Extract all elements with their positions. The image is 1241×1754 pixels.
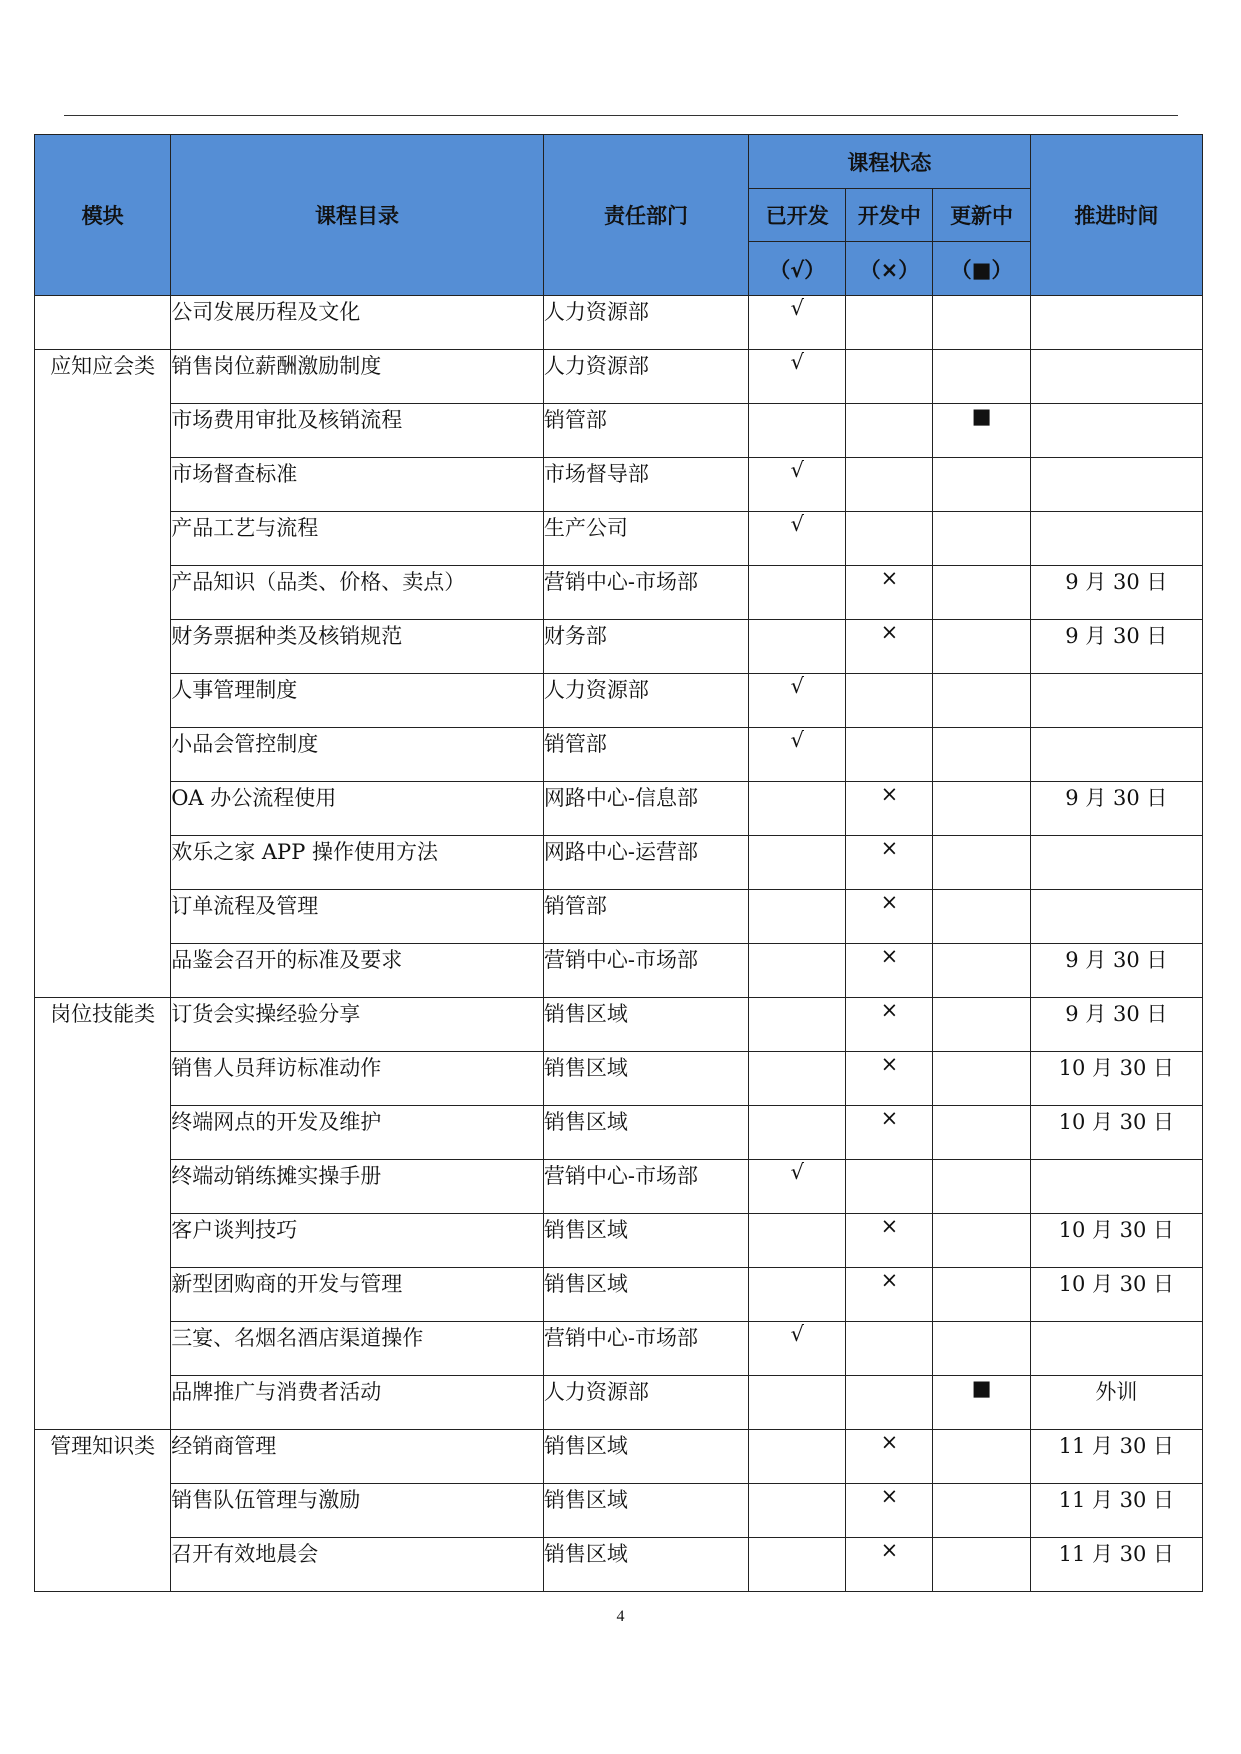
header-updating-symbol: （■） (933, 242, 1030, 296)
developed-mark: √ (749, 458, 846, 512)
schedule-time: 10 月 30 日 (1030, 1106, 1202, 1160)
schedule-time: 9 月 30 日 (1030, 782, 1202, 836)
schedule-time: 11 月 30 日 (1030, 1484, 1202, 1538)
department-name: 生产公司 (543, 512, 748, 566)
department-name: 销售区域 (543, 1538, 748, 1592)
table-row (35, 296, 1203, 350)
course-table-body (35, 296, 1203, 1592)
updating-mark (933, 836, 1030, 890)
updating-mark (933, 1484, 1030, 1538)
course-name: 市场费用审批及核销流程 (171, 404, 544, 458)
developing-mark: × (846, 944, 933, 998)
course-name: 订货会实操经验分享 (171, 998, 544, 1052)
developing-mark (846, 1160, 933, 1214)
table-row (35, 1376, 1203, 1430)
header-developed-symbol: （√） (749, 242, 846, 296)
developed-mark: √ (749, 296, 846, 350)
department-name: 销售区域 (543, 998, 748, 1052)
course-name: 新型团购商的开发与管理 (171, 1268, 544, 1322)
developing-mark: × (846, 890, 933, 944)
department-name: 网路中心-运营部 (543, 836, 748, 890)
course-name: 公司发展历程及文化 (171, 296, 544, 350)
department-name: 销管部 (543, 404, 748, 458)
course-name: 品牌推广与消费者活动 (171, 1376, 544, 1430)
module-cell (35, 296, 171, 350)
updating-mark (933, 1538, 1030, 1592)
table-row (35, 1052, 1203, 1106)
table-row (35, 944, 1203, 998)
updating-mark (933, 674, 1030, 728)
course-name: OA 办公流程使用 (171, 782, 544, 836)
updating-mark: ■ (933, 1376, 1030, 1430)
schedule-time: 11 月 30 日 (1030, 1538, 1202, 1592)
developed-mark (749, 620, 846, 674)
schedule-time: 11 月 30 日 (1030, 1430, 1202, 1484)
header-status: 课程状态 (749, 135, 1030, 189)
updating-mark (933, 566, 1030, 620)
updating-mark (933, 1052, 1030, 1106)
developing-mark: × (846, 1538, 933, 1592)
developed-mark: √ (749, 512, 846, 566)
course-name: 销售岗位薪酬激励制度 (171, 350, 544, 404)
table-row (35, 674, 1203, 728)
developing-mark: × (846, 1484, 933, 1538)
developed-mark: √ (749, 674, 846, 728)
course-name: 销售人员拜访标准动作 (171, 1052, 544, 1106)
developed-mark (749, 836, 846, 890)
department-name: 销管部 (543, 728, 748, 782)
department-name: 销管部 (543, 890, 748, 944)
schedule-time: 9 月 30 日 (1030, 944, 1202, 998)
department-name: 销售区域 (543, 1106, 748, 1160)
header-developed: 已开发 (749, 189, 846, 242)
developed-mark (749, 1268, 846, 1322)
developed-mark (749, 1106, 846, 1160)
table-row (35, 566, 1203, 620)
developed-mark: √ (749, 350, 846, 404)
schedule-time (1030, 458, 1202, 512)
course-name: 客户谈判技巧 (171, 1214, 544, 1268)
schedule-time (1030, 1322, 1202, 1376)
updating-mark (933, 350, 1030, 404)
updating-mark (933, 1214, 1030, 1268)
table-row (35, 1160, 1203, 1214)
header-module: 模块 (35, 135, 171, 296)
header-developing: 开发中 (846, 189, 933, 242)
table-row (35, 458, 1203, 512)
developed-mark (749, 404, 846, 458)
department-name: 营销中心-市场部 (543, 566, 748, 620)
updating-mark (933, 782, 1030, 836)
module-cell: 岗位技能类 (35, 998, 171, 1430)
table-row (35, 1214, 1203, 1268)
course-name: 产品知识（品类、价格、卖点） (171, 566, 544, 620)
updating-mark (933, 998, 1030, 1052)
course-name: 销售队伍管理与激励 (171, 1484, 544, 1538)
updating-mark (933, 512, 1030, 566)
schedule-time: 10 月 30 日 (1030, 1214, 1202, 1268)
department-name: 营销中心-市场部 (543, 1160, 748, 1214)
developed-mark (749, 1052, 846, 1106)
developed-mark (749, 944, 846, 998)
developed-mark (749, 1214, 846, 1268)
updating-mark (933, 620, 1030, 674)
developing-mark: × (846, 1430, 933, 1484)
developed-mark (749, 890, 846, 944)
developing-mark: × (846, 782, 933, 836)
header-developing-symbol: （×） (846, 242, 933, 296)
developed-mark (749, 782, 846, 836)
schedule-time (1030, 890, 1202, 944)
table-row (35, 836, 1203, 890)
developed-mark (749, 566, 846, 620)
course-name: 品鉴会召开的标准及要求 (171, 944, 544, 998)
page-number: 4 (616, 1608, 625, 1625)
schedule-time (1030, 674, 1202, 728)
department-name: 销售区域 (543, 1214, 748, 1268)
developed-mark: √ (749, 728, 846, 782)
updating-mark (933, 1322, 1030, 1376)
header-updating: 更新中 (933, 189, 1030, 242)
developing-mark: × (846, 998, 933, 1052)
department-name: 人力资源部 (543, 296, 748, 350)
schedule-time (1030, 296, 1202, 350)
course-name: 召开有效地晨会 (171, 1538, 544, 1592)
course-name: 小品会管控制度 (171, 728, 544, 782)
developing-mark: × (846, 1106, 933, 1160)
schedule-time (1030, 836, 1202, 890)
course-name: 订单流程及管理 (171, 890, 544, 944)
course-name: 三宴、名烟名酒店渠道操作 (171, 1322, 544, 1376)
header-department: 责任部门 (543, 135, 748, 296)
table-row (35, 1322, 1203, 1376)
table-row (35, 1538, 1203, 1592)
developed-mark: √ (749, 1160, 846, 1214)
schedule-time: 9 月 30 日 (1030, 998, 1202, 1052)
updating-mark: ■ (933, 404, 1030, 458)
updating-mark (933, 296, 1030, 350)
department-name: 财务部 (543, 620, 748, 674)
department-name: 销售区域 (543, 1052, 748, 1106)
table-row (35, 1268, 1203, 1322)
schedule-time (1030, 1160, 1202, 1214)
header-time: 推进时间 (1030, 135, 1202, 296)
updating-mark (933, 728, 1030, 782)
module-cell: 管理知识类 (35, 1430, 171, 1592)
developing-mark (846, 1376, 933, 1430)
department-name: 人力资源部 (543, 350, 748, 404)
course-name: 人事管理制度 (171, 674, 544, 728)
course-table (34, 134, 1203, 1592)
course-name: 经销商管理 (171, 1430, 544, 1484)
updating-mark (933, 458, 1030, 512)
department-name: 营销中心-市场部 (543, 944, 748, 998)
developed-mark: √ (749, 1322, 846, 1376)
developed-mark (749, 998, 846, 1052)
developing-mark (846, 728, 933, 782)
course-name: 市场督查标准 (171, 458, 544, 512)
developing-mark (846, 512, 933, 566)
developing-mark: × (846, 566, 933, 620)
schedule-time (1030, 404, 1202, 458)
developing-mark (846, 674, 933, 728)
table-row (35, 1484, 1203, 1538)
schedule-time (1030, 512, 1202, 566)
developing-mark: × (846, 836, 933, 890)
table-row (35, 620, 1203, 674)
table-row (35, 1430, 1203, 1484)
developing-mark (846, 404, 933, 458)
course-name: 欢乐之家 APP 操作使用方法 (171, 836, 544, 890)
table-row (35, 890, 1203, 944)
developing-mark: × (846, 1052, 933, 1106)
developing-mark (846, 458, 933, 512)
developed-mark (749, 1484, 846, 1538)
table-row (35, 728, 1203, 782)
module-cell: 应知应会类 (35, 350, 171, 998)
updating-mark (933, 1160, 1030, 1214)
developed-mark (749, 1376, 846, 1430)
developed-mark (749, 1538, 846, 1592)
header-rule (64, 115, 1178, 116)
department-name: 市场督导部 (543, 458, 748, 512)
department-name: 销售区域 (543, 1268, 748, 1322)
course-name: 财务票据种类及核销规范 (171, 620, 544, 674)
table-row (35, 1106, 1203, 1160)
updating-mark (933, 944, 1030, 998)
developed-mark (749, 1430, 846, 1484)
department-name: 销售区域 (543, 1484, 748, 1538)
table-row (35, 350, 1203, 404)
developing-mark (846, 350, 933, 404)
updating-mark (933, 1106, 1030, 1160)
department-name: 人力资源部 (543, 674, 748, 728)
table-row (35, 512, 1203, 566)
header-course: 课程目录 (171, 135, 544, 296)
department-name: 人力资源部 (543, 1376, 748, 1430)
developing-mark (846, 1322, 933, 1376)
schedule-time (1030, 350, 1202, 404)
table-row (35, 404, 1203, 458)
developing-mark: × (846, 1214, 933, 1268)
updating-mark (933, 1268, 1030, 1322)
developing-mark: × (846, 620, 933, 674)
schedule-time: 外训 (1030, 1376, 1202, 1430)
schedule-time: 9 月 30 日 (1030, 566, 1202, 620)
developing-mark: × (846, 1268, 933, 1322)
department-name: 网路中心-信息部 (543, 782, 748, 836)
updating-mark (933, 1430, 1030, 1484)
updating-mark (933, 890, 1030, 944)
department-name: 销售区域 (543, 1430, 748, 1484)
schedule-time (1030, 728, 1202, 782)
schedule-time: 10 月 30 日 (1030, 1268, 1202, 1322)
table-row (35, 998, 1203, 1052)
course-name: 产品工艺与流程 (171, 512, 544, 566)
department-name: 营销中心-市场部 (543, 1322, 748, 1376)
course-name: 终端网点的开发及维护 (171, 1106, 544, 1160)
schedule-time: 10 月 30 日 (1030, 1052, 1202, 1106)
developing-mark (846, 296, 933, 350)
table-row (35, 782, 1203, 836)
course-name: 终端动销练摊实操手册 (171, 1160, 544, 1214)
schedule-time: 9 月 30 日 (1030, 620, 1202, 674)
